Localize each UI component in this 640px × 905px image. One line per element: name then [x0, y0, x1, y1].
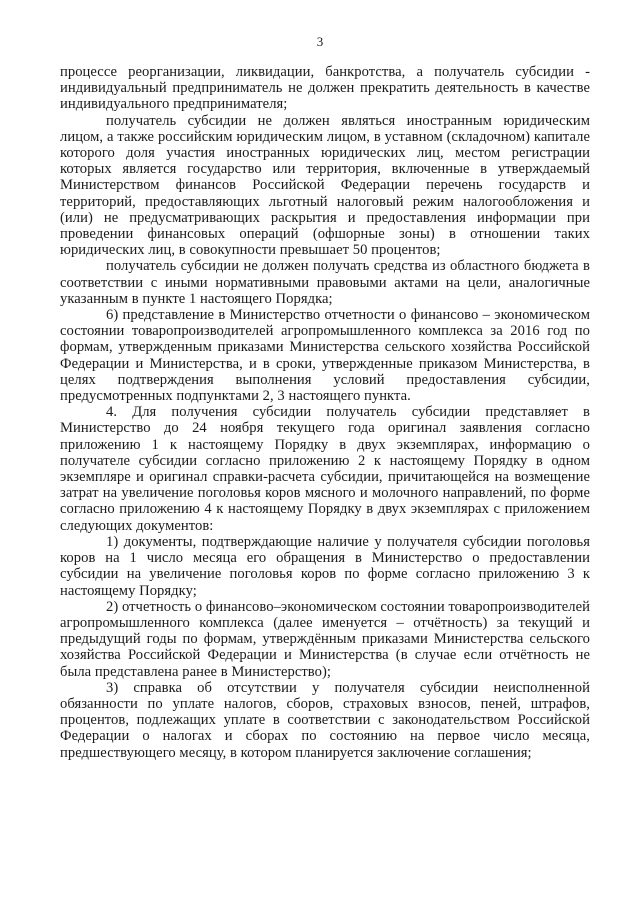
document-body	[60, 64, 590, 761]
paragraph-continuation: процессе реорганизации, ликвидации, банкротства, а получатель субсидии - индивидуальный предприниматель не должен прекратить деятельность в качестве индивидуального предпринимателя;	[60, 64, 590, 113]
page-number: 3	[316, 34, 324, 49]
paragraph-doc-3: 3) справка об отсутствии у получателя субсидии неисполненной обязанности по уплате налогов, сборов, страховых взносов, пеней, штрафов, процентов, подлежащих уплате в соответствии с законодательством Российской Федерации о налогах и сборах по состоянию на первое число месяца, предшествующего месяцу, в котором планируется заключение соглашения;	[60, 679, 590, 761]
paragraph-regional-budget: получатель субсидии не должен получать средства из областного бюджета в соответствии с иными нормативными правовыми актами на цели, аналогичные указанным в пункте 1 настоящего Порядка;	[60, 258, 590, 307]
paragraph-foreign-entity: получатель субсидии не должен являться иностранным юридическим лицом, а также российским юридическим лицом, в уставном (складочном) капитале которого доля участия иностранных юридических лиц, местом регистрации которых является государство или территория, включенные в утверждаемый Министерством финансов Российской Федерации перечень государств и территорий, предоставляющих льготный налоговый режим налогообложения и (или) не предусматривающих раскрытия и предоставления информации при проведении финансовых операций (офшорные зоны) в отношении таких юридических лиц, в совокупности превышает 50 процентов;	[60, 112, 590, 259]
paragraph-doc-1: 1) документы, подтверждающие наличие у получателя субсидии поголовья коров на 1 число месяца его обращения в Министерство о предоставлении субсидии на увеличение поголовья коров по форме согласно приложению 3 к настоящему Порядку;	[60, 533, 590, 599]
paragraph-item-6: 6) представление в Министерство отчетности о финансово – экономическом состоянии товаропроизводителей агропромышленного комплекса за 2016 год по формам, утвержденным приказами Министерства сельского хозяйства Российской Федерации и Министерства, и в сроки, утвержденные приказом Министерства, в целях подтверждения выполнения условий предоставления субсидии, предусмотренных подпунктами 2, 3 настоящего пункта.	[60, 307, 590, 405]
paragraph-doc-2: 2) отчетность о финансово–экономическом состоянии товаропроизводителей агропромышленного комплекса (далее именуется – отчётность) за текущий и предыдущий годы по формам, утверждённым приказами Министерства сельского хозяйства Российской Федерации и Министерства (в случае если отчётность не была представлена ранее в Министерство);	[60, 598, 590, 680]
paragraph-section-4: 4. Для получения субсидии получатель субсидии представляет в Министерство до 24 ноября текущего года оригинал заявления согласно приложению 1 к настоящему Порядку в двух экземплярах, информацию о получателе субсидии согласно приложению 2 к настоящему Порядку в одном экземпляре и оригинал справки-расчета субсидии, причитающейся на возмещение затрат на увеличение поголовья коров мясного и молочного направлений, по форме согласно приложению 4 к настоящему Порядку в двух экземплярах с приложением следующих документов:	[60, 404, 590, 534]
